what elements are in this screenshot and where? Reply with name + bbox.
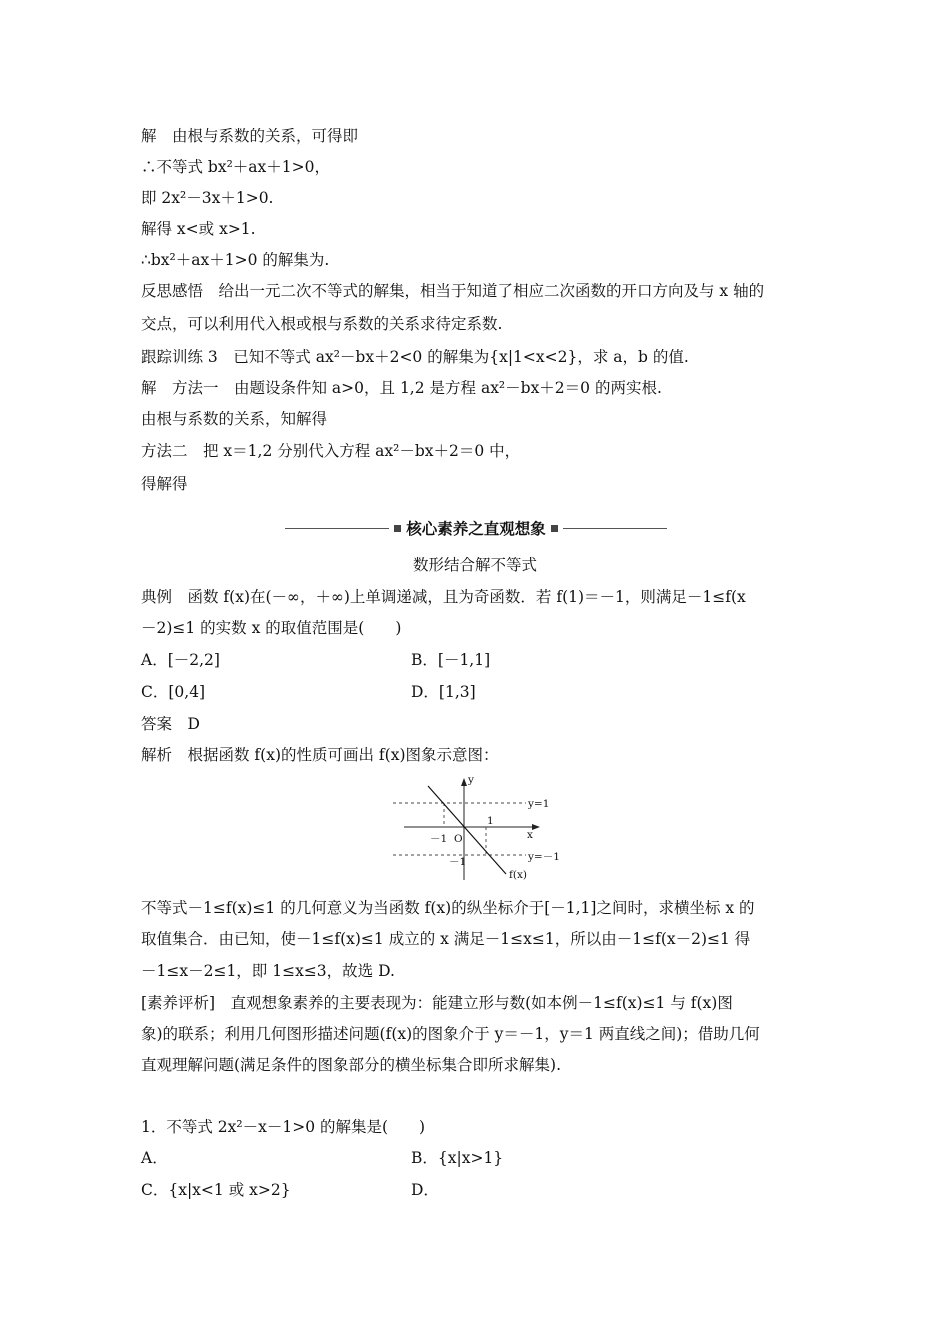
example-line-2: －2)≤1 的实数 x 的取值范围是( ) — [141, 619, 402, 637]
line-y-1-label: y=1 — [528, 798, 550, 810]
question-option-c: C．{x|x<1 或 x>2} — [141, 1181, 291, 1199]
solution-line-3: 即 2x²－3x＋1>0. — [141, 189, 274, 207]
tick-neg1-x-label: －1 — [430, 833, 448, 845]
explain-line-1: 不等式－1≤f(x)≤1 的几何意义为当函数 f(x)的纵坐标介于[－1,1]之间时，求横坐标 x 的 — [141, 899, 755, 917]
x-axis-arrow — [532, 824, 540, 830]
reflection-line-2: 交点，可以利用代入根或根与系数的关系求待定系数. — [141, 315, 503, 333]
origin-label: O — [454, 833, 463, 845]
section-banner — [285, 517, 667, 539]
commentary-line-3: 直观理解问题(满足条件的图象部分的横坐标集合即所求解集). — [141, 1056, 562, 1074]
explain-line-3: －1≤x－2≤1，即 1≤x≤3，故选 D. — [141, 962, 395, 980]
tick-1-x-label: 1 — [487, 815, 494, 827]
method-one-result: 由根与系数的关系，知解得 — [141, 410, 328, 428]
commentary-line-1: [素养评析] 直观想象素养的主要表现为：能建立形与数(如本例－1≤f(x)≤1 与 f(x)图 — [141, 994, 733, 1012]
reflection-line-1: 反思感悟 给出一元二次不等式的解集，相当于知道了相应二次函数的开口方向及与 x 轴的 — [141, 282, 765, 300]
solution-line-4: 解得 x<或 x>1. — [141, 220, 256, 238]
line-yneg1-label: y=－1 — [528, 851, 560, 863]
curve-label: f(x) — [509, 869, 528, 881]
banner-square-left — [394, 525, 401, 532]
function-line — [428, 786, 506, 874]
banner-title: 核心素养之直观想象 — [406, 520, 546, 538]
question-option-b: B．{x|x>1} — [411, 1149, 504, 1167]
option-b: B．[－1,1] — [411, 651, 491, 669]
option-d: D．[1,3] — [411, 683, 476, 701]
commentary-line-2: 象)的联系；利用几何图形描述问题(f(x)的图象介于 y＝－1，y＝1 两直线之间)；借助几何 — [141, 1025, 760, 1043]
practice-line: 跟踪训练 3 已知不等式 ax²－bx＋2<0 的解集为{x|1<x<2}，求 a，b 的值. — [141, 348, 689, 366]
solution-line-1: 解 由根与系数的关系，可得即 — [141, 127, 359, 145]
question-option-d: D． — [411, 1181, 439, 1199]
y-axis-label: y — [468, 774, 474, 786]
solution-line-5: ∴bx²＋ax＋1>0 的解集为. — [141, 251, 330, 269]
option-a: A．[－2,2] — [141, 651, 220, 669]
method-one-line: 解 方法一 由题设条件知 a>0，且 1,2 是方程 ax²－bx＋2＝0 的两实根. — [141, 379, 662, 397]
example-line-1: 典例 函数 f(x)在(－∞，＋∞)上单调递减，且为奇函数．若 f(1)＝－1，则满足－1≤f(x — [141, 588, 746, 606]
banner-rule-right — [563, 528, 667, 529]
method-two-line: 方法二 把 x＝1,2 分别代入方程 ax²－bx＋2＝0 中， — [141, 442, 521, 460]
function-graph — [388, 772, 570, 884]
question-option-a: A． — [141, 1149, 168, 1167]
answer-line: 答案 D — [141, 715, 200, 733]
analysis-line: 解析 根据函数 f(x)的性质可画出 f(x)图象示意图： — [141, 746, 499, 764]
question-stem: 1．不等式 2x²－x－1>0 的解集是( ) — [141, 1118, 426, 1136]
banner-square-right — [551, 525, 558, 532]
section-subtitle: 数形结合解不等式 — [412, 556, 537, 574]
solution-line-2: ∴不等式 bx²＋ax＋1>0， — [141, 158, 330, 176]
option-c: C．[0,4] — [141, 683, 206, 701]
x-axis-label: x — [527, 829, 533, 841]
method-two-result: 得解得 — [141, 475, 188, 493]
y-axis-arrow — [461, 778, 467, 786]
explain-line-2: 取值集合．由已知，使－1≤f(x)≤1 成立的 x 满足－1≤x≤1，所以由－1≤f(x－2)≤1 得 — [141, 930, 751, 948]
tick-neg1-y-label: －1 — [449, 856, 467, 868]
banner-rule-left — [285, 528, 389, 529]
